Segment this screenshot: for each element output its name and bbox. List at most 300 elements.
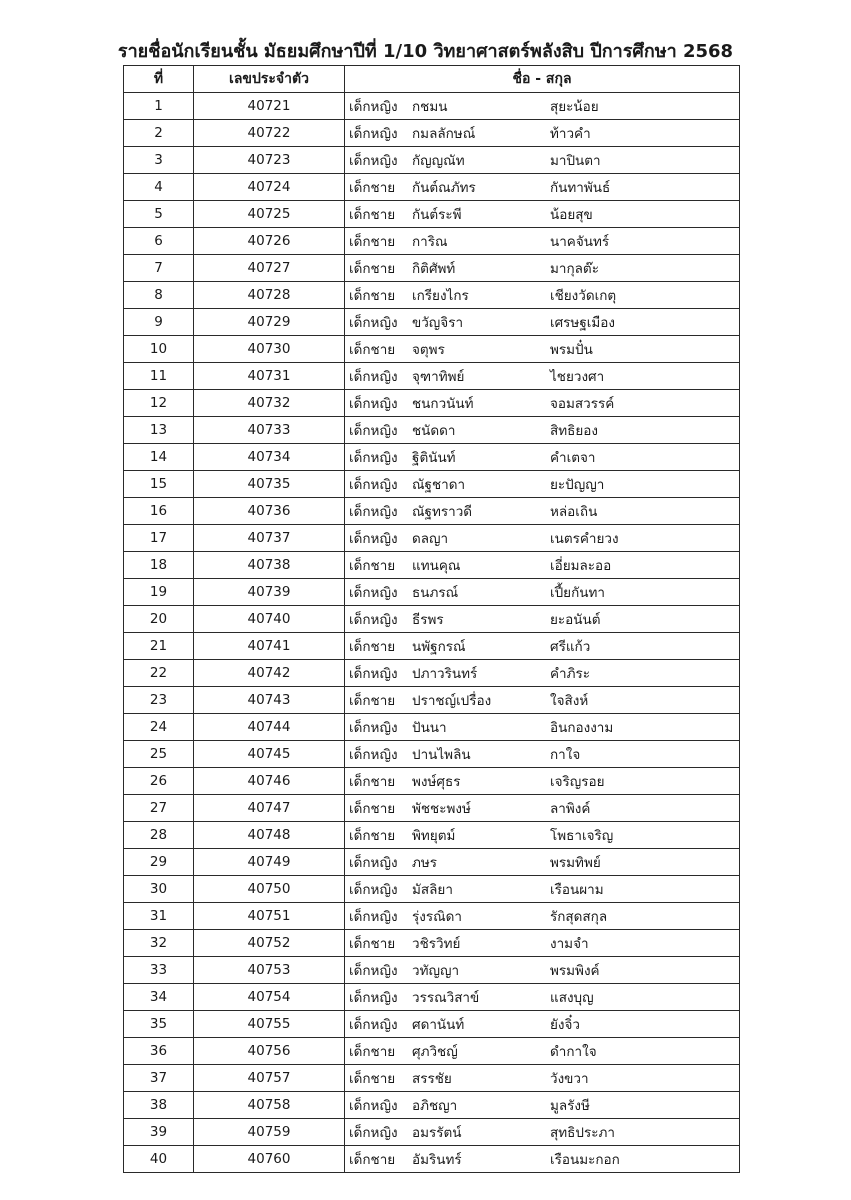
student-id: 40724 [194, 174, 345, 201]
student-name-cell [345, 876, 740, 903]
table-row [124, 498, 740, 525]
row-number: 14 [124, 444, 194, 471]
student-name-cell [345, 957, 740, 984]
student-id: 40729 [194, 309, 345, 336]
name-prefix: เด็กหญิง [349, 666, 398, 682]
first-name: ดลญา [412, 531, 449, 547]
student-id: 40751 [194, 903, 345, 930]
last-name: มูลรังษี [550, 1098, 590, 1114]
last-name: พรมพิงค์ [550, 963, 600, 979]
student-name-cell [345, 363, 740, 390]
header-full-name: ชื่อ - สกุล [345, 66, 740, 93]
last-name: โพธาเจริญ [550, 828, 614, 844]
table-row [124, 174, 740, 201]
student-name-cell [345, 660, 740, 687]
student-name-cell [345, 687, 740, 714]
student-id: 40723 [194, 147, 345, 174]
student-name-cell [345, 444, 740, 471]
last-name: สุยะน้อย [550, 99, 599, 115]
name-wrap [345, 419, 739, 441]
name-wrap [345, 1013, 739, 1035]
name-wrap [345, 797, 739, 819]
student-name-cell [345, 471, 740, 498]
first-name: มัสลิยา [412, 882, 453, 898]
first-name: วรรณวิสาข์ [412, 990, 480, 1006]
student-name-cell [345, 1065, 740, 1092]
first-name: เกรียงไกร [412, 288, 469, 304]
table-row [124, 660, 740, 687]
student-name-cell [345, 822, 740, 849]
row-number: 21 [124, 633, 194, 660]
row-number: 4 [124, 174, 194, 201]
first-name: การิณ [412, 234, 448, 250]
first-name: ปานไพลิน [412, 747, 471, 763]
first-name: ศดานันท์ [412, 1017, 465, 1033]
last-name: เศรษฐเมือง [550, 315, 615, 331]
student-id: 40735 [194, 471, 345, 498]
row-number: 22 [124, 660, 194, 687]
name-wrap [345, 662, 739, 684]
last-name: มาปินตา [550, 153, 601, 169]
first-name: วทัญญา [412, 963, 460, 979]
table-row [124, 903, 740, 930]
student-id: 40750 [194, 876, 345, 903]
last-name: จอมสวรรค์ [550, 396, 615, 412]
name-wrap [345, 365, 739, 387]
table-row [124, 1038, 740, 1065]
student-name-cell [345, 903, 740, 930]
table-row [124, 120, 740, 147]
name-prefix: เด็กหญิง [349, 855, 398, 871]
name-prefix: เด็กหญิง [349, 99, 398, 115]
name-prefix: เด็กหญิง [349, 153, 398, 169]
name-wrap [345, 446, 739, 468]
last-name: เจริญรอย [550, 774, 605, 790]
table-row [124, 444, 740, 471]
name-prefix: เด็กหญิง [349, 504, 398, 520]
row-number: 35 [124, 1011, 194, 1038]
name-wrap [345, 770, 739, 792]
student-id: 40739 [194, 579, 345, 606]
student-id: 40755 [194, 1011, 345, 1038]
first-name: ฐิตินันท์ [412, 450, 456, 466]
last-name: ยะอนันต์ [550, 612, 601, 628]
first-name: สรรชัย [412, 1071, 452, 1087]
student-name-cell [345, 93, 740, 120]
table-row [124, 147, 740, 174]
student-id: 40745 [194, 741, 345, 768]
first-name: ณัฐชาดา [412, 477, 466, 493]
name-wrap [345, 203, 739, 225]
table-row [124, 201, 740, 228]
student-id: 40759 [194, 1119, 345, 1146]
table-row [124, 984, 740, 1011]
row-number: 39 [124, 1119, 194, 1146]
row-number: 12 [124, 390, 194, 417]
student-id: 40746 [194, 768, 345, 795]
table-row [124, 1119, 740, 1146]
last-name: เปี้ยกันทา [550, 585, 605, 601]
name-prefix: เด็กหญิง [349, 1017, 398, 1033]
last-name: ดำกาใจ [550, 1044, 597, 1060]
name-prefix: เด็กชาย [349, 1152, 396, 1168]
student-name-cell [345, 741, 740, 768]
name-prefix: เด็กชาย [349, 1044, 396, 1060]
name-wrap [345, 257, 739, 279]
first-name: พิทยุตม์ [412, 828, 456, 844]
student-name-cell [345, 282, 740, 309]
student-id: 40728 [194, 282, 345, 309]
name-prefix: เด็กหญิง [349, 450, 398, 466]
last-name: รักสุดสกุล [550, 909, 608, 925]
name-prefix: เด็กชาย [349, 288, 396, 304]
row-number: 33 [124, 957, 194, 984]
table-row [124, 579, 740, 606]
table-row [124, 876, 740, 903]
first-name: กมลลักษณ์ [412, 126, 476, 142]
name-prefix: เด็กชาย [349, 558, 396, 574]
last-name: กันทาพันธ์ [550, 180, 611, 196]
student-name-cell [345, 633, 740, 660]
student-id: 40744 [194, 714, 345, 741]
name-wrap [345, 284, 739, 306]
table-row [124, 687, 740, 714]
row-number: 1 [124, 93, 194, 120]
student-name-cell [345, 849, 740, 876]
row-number: 30 [124, 876, 194, 903]
last-name: เชียงวัดเกตุ [550, 288, 617, 304]
student-name-cell [345, 390, 740, 417]
first-name: นพัฐกรณ์ [412, 639, 466, 655]
student-name-cell [345, 552, 740, 579]
name-wrap [345, 311, 739, 333]
row-number: 6 [124, 228, 194, 255]
row-number: 9 [124, 309, 194, 336]
table-row [124, 957, 740, 984]
last-name: ใจสิงห์ [550, 693, 589, 709]
name-wrap [345, 1148, 739, 1170]
last-name: สิทธิยอง [550, 423, 598, 439]
row-number: 5 [124, 201, 194, 228]
student-name-cell [345, 930, 740, 957]
last-name: นาคจันทร์ [550, 234, 610, 250]
table-row [124, 795, 740, 822]
name-prefix: เด็กหญิง [349, 963, 398, 979]
table-row [124, 282, 740, 309]
name-prefix: เด็กชาย [349, 774, 396, 790]
name-wrap [345, 824, 739, 846]
row-number: 17 [124, 525, 194, 552]
student-id: 40722 [194, 120, 345, 147]
table-row [124, 390, 740, 417]
name-wrap [345, 1094, 739, 1116]
row-number: 26 [124, 768, 194, 795]
table-row [124, 741, 740, 768]
student-id: 40758 [194, 1092, 345, 1119]
first-name: ปราชญ์เปรื่อง [412, 693, 492, 709]
student-name-cell [345, 984, 740, 1011]
student-name-cell [345, 147, 740, 174]
name-prefix: เด็กชาย [349, 180, 396, 196]
last-name: ท้าวคำ [550, 126, 591, 142]
student-id: 40752 [194, 930, 345, 957]
student-name-cell [345, 714, 740, 741]
first-name: ธนภรณ์ [412, 585, 459, 601]
name-wrap [345, 527, 739, 549]
first-name: อภิชญา [412, 1098, 458, 1114]
student-id: 40730 [194, 336, 345, 363]
last-name: คำเตจา [550, 450, 596, 466]
table-row [124, 417, 740, 444]
row-number: 24 [124, 714, 194, 741]
first-name: แทนคุณ [412, 558, 461, 574]
name-prefix: เด็กหญิง [349, 477, 398, 493]
row-number: 7 [124, 255, 194, 282]
table-header-row [124, 66, 740, 93]
table-row [124, 309, 740, 336]
student-name-cell [345, 120, 740, 147]
student-id: 40721 [194, 93, 345, 120]
name-prefix: เด็กหญิง [349, 531, 398, 547]
name-wrap [345, 608, 739, 630]
name-wrap [345, 959, 739, 981]
row-number: 18 [124, 552, 194, 579]
row-number: 34 [124, 984, 194, 1011]
first-name: อัมรินทร์ [412, 1152, 462, 1168]
last-name: เรือนผาม [550, 882, 604, 898]
document-title: รายชื่อนักเรียนชั้น มัธยมศึกษาปีที่ 1/10 วิทยาศาสตร์พลังสิบ ปีการศึกษา 2568 [117, 41, 734, 62]
name-prefix: เด็กหญิง [349, 612, 398, 628]
name-wrap [345, 392, 739, 414]
name-wrap [345, 500, 739, 522]
name-prefix: เด็กชาย [349, 801, 396, 817]
row-number: 40 [124, 1146, 194, 1173]
last-name: เนตรคำยวง [550, 531, 619, 547]
name-prefix: เด็กหญิง [349, 882, 398, 898]
row-number: 19 [124, 579, 194, 606]
student-id: 40731 [194, 363, 345, 390]
student-name-cell [345, 309, 740, 336]
table-row [124, 768, 740, 795]
first-name: ณัฐทราวดี [412, 504, 473, 520]
student-id: 40749 [194, 849, 345, 876]
name-prefix: เด็กหญิง [349, 315, 398, 331]
first-name: จุฑาทิพย์ [412, 369, 465, 385]
last-name: คำภิระ [550, 666, 591, 682]
table-row [124, 93, 740, 120]
last-name: สุทธิประภา [550, 1125, 615, 1141]
row-number: 31 [124, 903, 194, 930]
student-id: 40738 [194, 552, 345, 579]
name-wrap [345, 581, 739, 603]
student-id: 40741 [194, 633, 345, 660]
last-name: น้อยสุข [550, 207, 593, 223]
table-row [124, 552, 740, 579]
table-row [124, 525, 740, 552]
table-row [124, 363, 740, 390]
last-name: เอี่ยมละออ [550, 558, 612, 574]
name-wrap [345, 905, 739, 927]
student-id: 40747 [194, 795, 345, 822]
name-wrap [345, 635, 739, 657]
name-prefix: เด็กหญิง [349, 423, 398, 439]
first-name: ธีรพร [412, 612, 444, 628]
header-student-id: เลขประจำตัว [194, 66, 345, 93]
name-wrap [345, 122, 739, 144]
student-name-cell [345, 336, 740, 363]
first-name: กันต์ระพี [412, 207, 462, 223]
row-number: 10 [124, 336, 194, 363]
first-name: ขวัญจิรา [412, 315, 464, 331]
first-name: กัญญณัท [412, 153, 465, 169]
last-name: ลาพิงค์ [550, 801, 591, 817]
table-row [124, 1065, 740, 1092]
table-row [124, 606, 740, 633]
row-number: 25 [124, 741, 194, 768]
student-name-cell [345, 201, 740, 228]
student-id: 40743 [194, 687, 345, 714]
first-name: ภษร [412, 855, 438, 871]
student-name-cell [345, 1092, 740, 1119]
student-name-cell [345, 525, 740, 552]
name-wrap [345, 1040, 739, 1062]
last-name: พรมทิพย์ [550, 855, 601, 871]
name-wrap [345, 716, 739, 738]
row-number: 27 [124, 795, 194, 822]
first-name: จตุพร [412, 342, 445, 358]
table-row [124, 255, 740, 282]
last-name: เรือนมะกอก [550, 1152, 620, 1168]
last-name: แสงบุญ [550, 990, 594, 1006]
table-row [124, 930, 740, 957]
student-id: 40757 [194, 1065, 345, 1092]
name-prefix: เด็กชาย [349, 261, 396, 277]
row-number: 37 [124, 1065, 194, 1092]
name-prefix: เด็กหญิง [349, 1098, 398, 1114]
student-id: 40742 [194, 660, 345, 687]
student-name-cell [345, 1146, 740, 1173]
last-name: งามจำ [550, 936, 589, 952]
table-row [124, 822, 740, 849]
first-name: รุ่งรณิดา [412, 909, 462, 925]
name-prefix: เด็กชาย [349, 828, 396, 844]
name-prefix: เด็กชาย [349, 234, 396, 250]
last-name: ศรีแก้ว [550, 639, 591, 655]
student-id: 40736 [194, 498, 345, 525]
row-number: 11 [124, 363, 194, 390]
student-id: 40737 [194, 525, 345, 552]
name-prefix: เด็กหญิง [349, 585, 398, 601]
student-id: 40748 [194, 822, 345, 849]
student-id: 40725 [194, 201, 345, 228]
row-number: 23 [124, 687, 194, 714]
name-wrap [345, 932, 739, 954]
student-name-cell [345, 1038, 740, 1065]
name-prefix: เด็กชาย [349, 936, 396, 952]
name-wrap [345, 878, 739, 900]
row-number: 16 [124, 498, 194, 525]
name-wrap [345, 95, 739, 117]
row-number: 15 [124, 471, 194, 498]
name-wrap [345, 149, 739, 171]
last-name: ยะปัญญา [550, 477, 605, 493]
student-name-cell [345, 1119, 740, 1146]
name-wrap [345, 230, 739, 252]
name-wrap [345, 473, 739, 495]
first-name: พัชชะพงษ์ [412, 801, 471, 817]
name-wrap [345, 689, 739, 711]
name-wrap [345, 338, 739, 360]
student-name-cell [345, 174, 740, 201]
last-name: วังขวา [550, 1071, 589, 1087]
table-row [124, 1146, 740, 1173]
row-number: 13 [124, 417, 194, 444]
name-prefix: เด็กหญิง [349, 126, 398, 142]
row-number: 8 [124, 282, 194, 309]
header-no: ที่ [124, 66, 194, 93]
row-number: 29 [124, 849, 194, 876]
name-prefix: เด็กชาย [349, 639, 396, 655]
first-name: ชนัดดา [412, 423, 456, 439]
table-row [124, 1011, 740, 1038]
table-row [124, 336, 740, 363]
first-name: กันต์ณภัทร [412, 180, 476, 196]
row-number: 20 [124, 606, 194, 633]
first-name: กชมน [412, 99, 448, 115]
name-wrap [345, 851, 739, 873]
student-name-cell [345, 498, 740, 525]
student-roster-table [123, 65, 740, 1173]
student-name-cell [345, 795, 740, 822]
name-wrap [345, 1121, 739, 1143]
table-row [124, 1092, 740, 1119]
last-name: อินกองงาม [550, 720, 614, 736]
student-id: 40753 [194, 957, 345, 984]
name-wrap [345, 1067, 739, 1089]
table-row [124, 633, 740, 660]
name-prefix: เด็กหญิง [349, 747, 398, 763]
last-name: ไชยวงศา [550, 369, 605, 385]
first-name: ชนกวนันท์ [412, 396, 474, 412]
name-prefix: เด็กหญิง [349, 990, 398, 1006]
student-id: 40733 [194, 417, 345, 444]
first-name: ปภาวรินทร์ [412, 666, 478, 682]
last-name: ยังจิ๋ว [550, 1017, 580, 1033]
name-prefix: เด็กชาย [349, 342, 396, 358]
first-name: กิติศัพท์ [412, 261, 456, 277]
name-prefix: เด็กหญิง [349, 1125, 398, 1141]
first-name: วชิรวิทย์ [412, 936, 461, 952]
name-prefix: เด็กชาย [349, 1071, 396, 1087]
student-id: 40740 [194, 606, 345, 633]
last-name: พรมปั๋น [550, 342, 593, 358]
student-id: 40732 [194, 390, 345, 417]
student-id: 40754 [194, 984, 345, 1011]
student-name-cell [345, 417, 740, 444]
row-number: 3 [124, 147, 194, 174]
table-row [124, 471, 740, 498]
student-id: 40756 [194, 1038, 345, 1065]
row-number: 32 [124, 930, 194, 957]
student-id: 40734 [194, 444, 345, 471]
row-number: 2 [124, 120, 194, 147]
first-name: ศุภวิชญ์ [412, 1044, 458, 1060]
student-name-cell [345, 255, 740, 282]
row-number: 36 [124, 1038, 194, 1065]
name-wrap [345, 176, 739, 198]
table-row [124, 228, 740, 255]
student-name-cell [345, 579, 740, 606]
